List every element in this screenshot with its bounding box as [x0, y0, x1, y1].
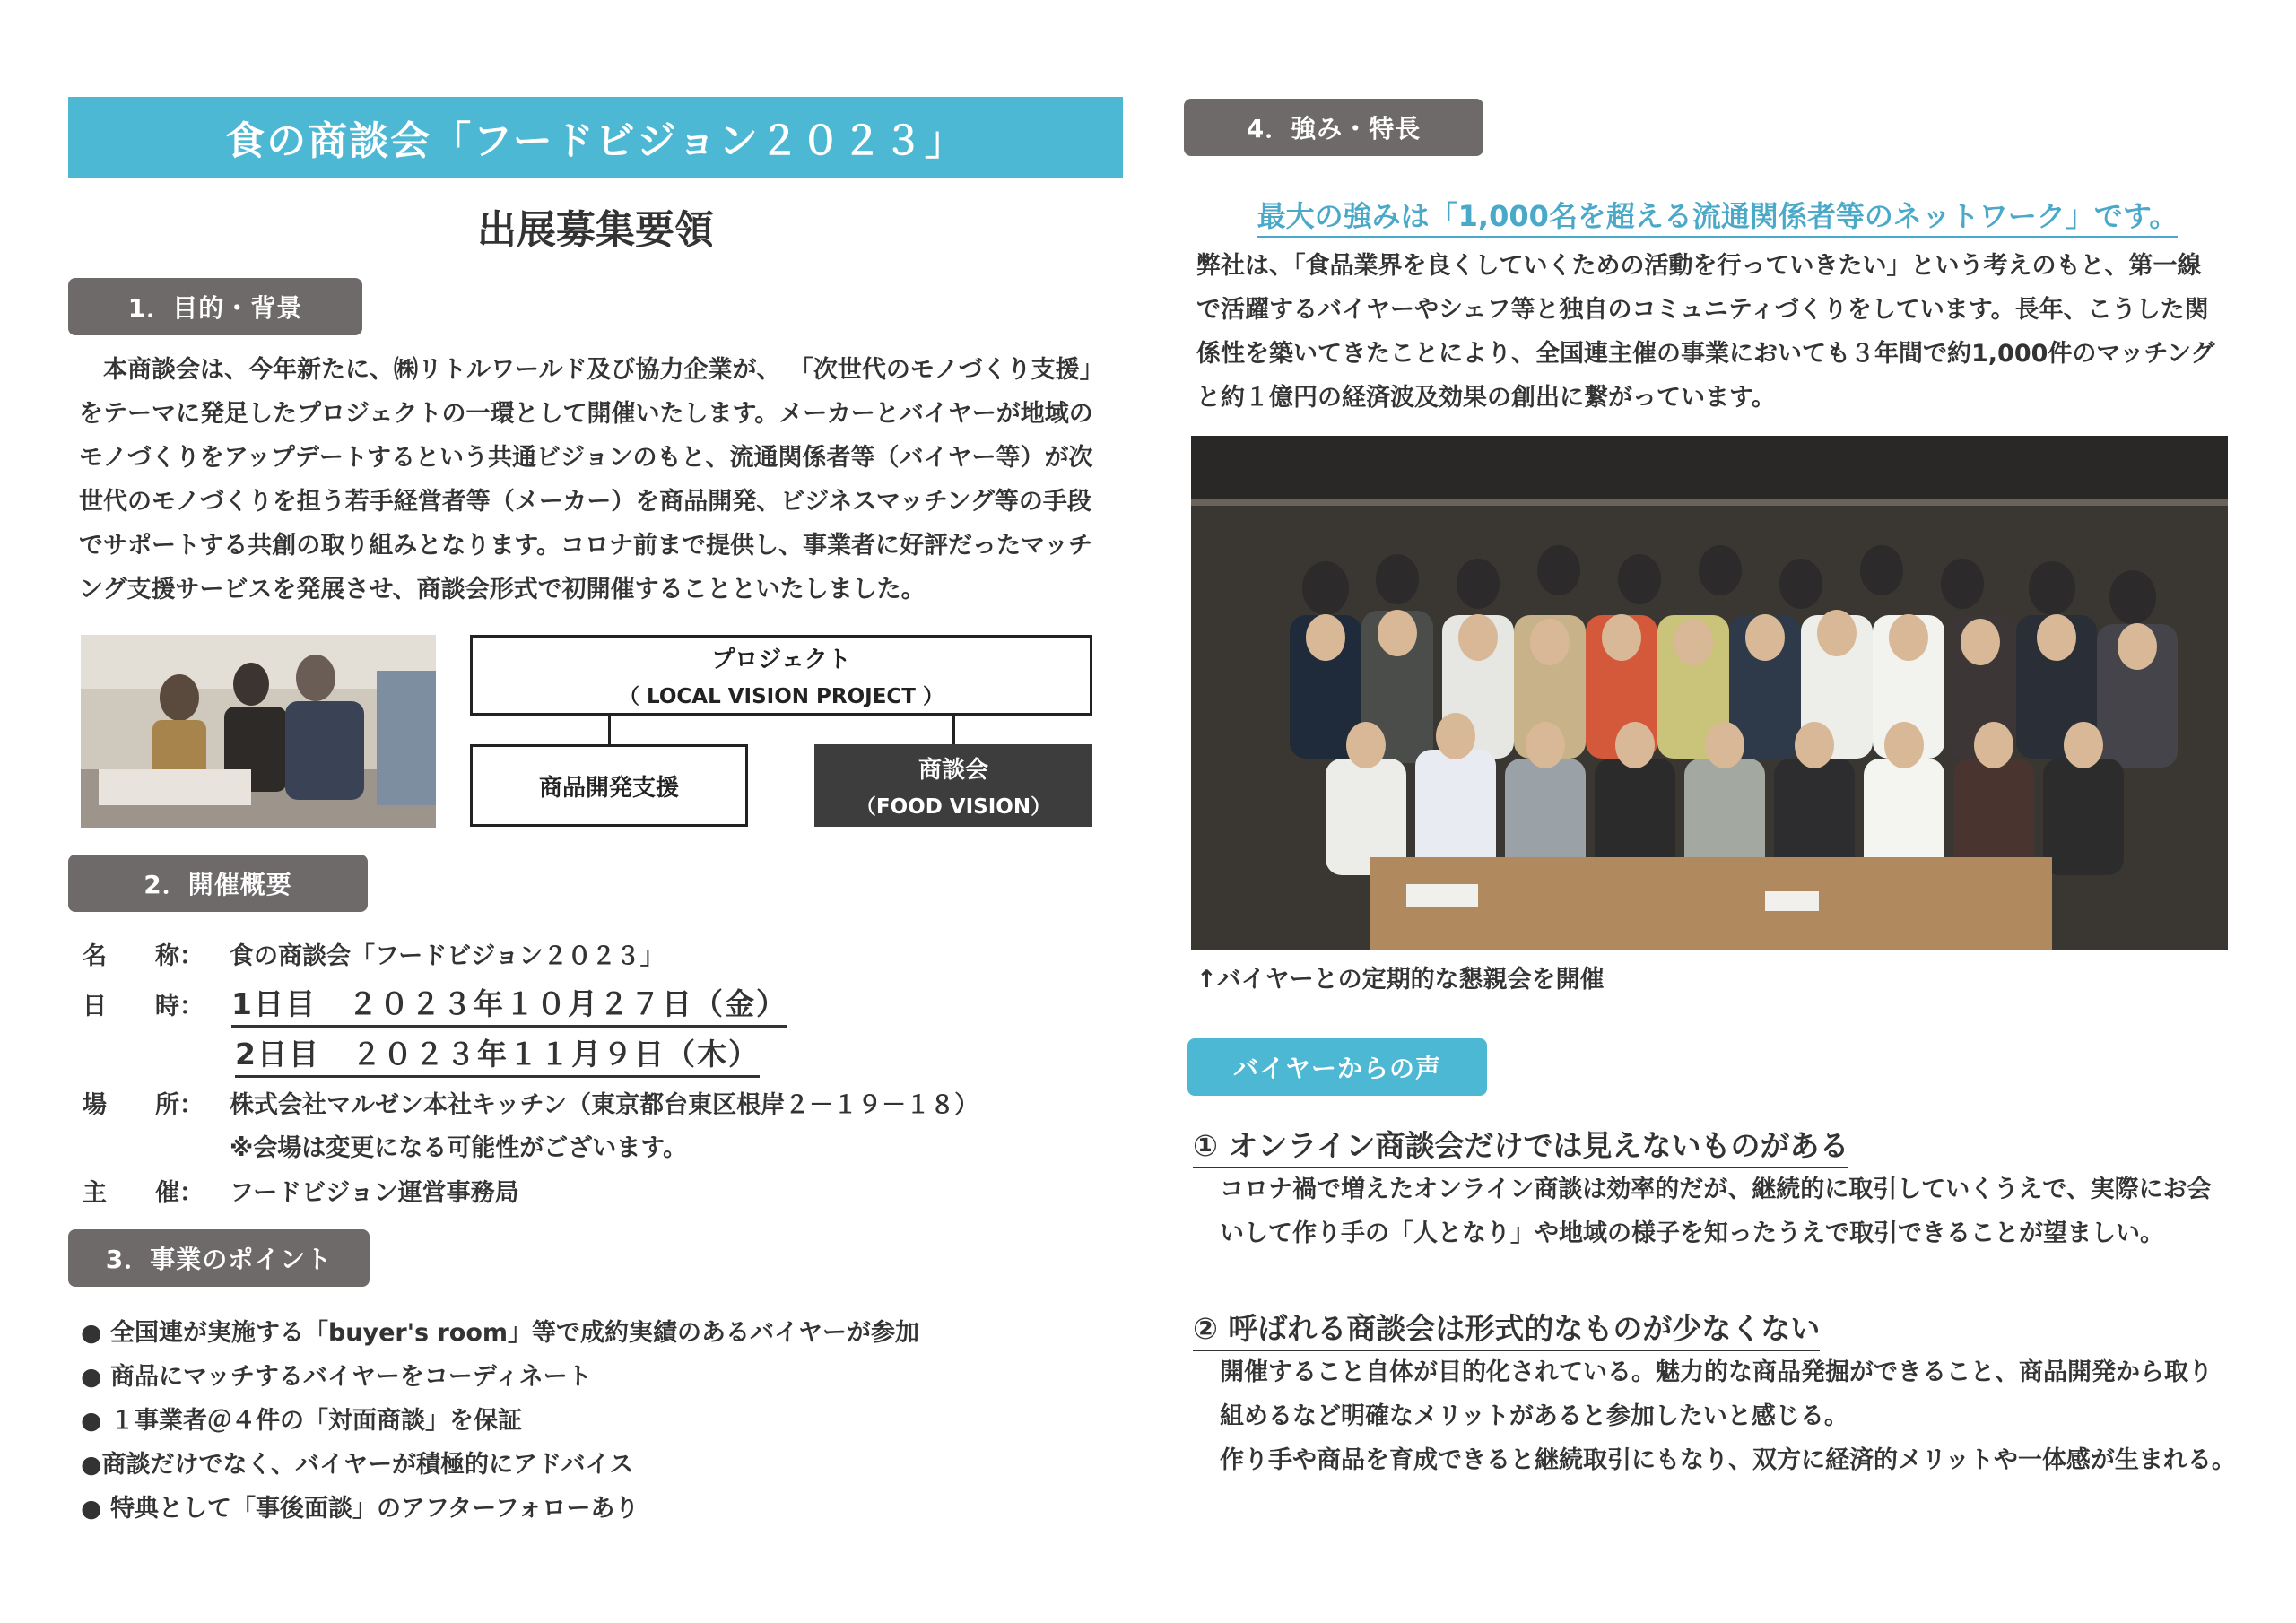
- point-item: ●商談だけでなく、バイヤーが積極的にアドバイス: [81, 1451, 634, 1479]
- point-item: ● 商品にマッチするバイヤーをコーディネート: [81, 1363, 592, 1391]
- section-1-line: 本商談会は、今年新たに、㈱リトルワールド及び協力企業が、 「次世代のモノづくり支援」: [79, 356, 1104, 384]
- section-1-tab: 1．目的・背景: [68, 278, 362, 335]
- section-1-body: [79, 348, 1137, 612]
- kitchen-photo-graphic: [81, 635, 436, 828]
- event-place-note: ※会場は変更になる可能性がございます。: [230, 1134, 688, 1162]
- page-title: 食の商談会「フードビジョン２０２３」: [225, 118, 966, 164]
- voice-1-body: [1220, 1167, 2269, 1255]
- section-1-line: でサポートする共創の取り組みとなります。コロナ前まで提供し、事業者に好評だったマッチ: [79, 532, 1092, 560]
- section-4-line: と約１億円の経済波及効果の創出に繋がっています。: [1196, 384, 1776, 412]
- point-item: ● 全国連が実施する「buyer's room」等で成約実績のあるバイヤーが参加: [81, 1319, 920, 1347]
- voice-2-body: [1220, 1350, 2278, 1482]
- strength-headline: [1193, 194, 2242, 235]
- org-chart-food-vision-title: 商談会: [918, 757, 988, 784]
- group-photo-caption: ↑バイヤーとの定期的な懇親会を開催: [1196, 966, 1605, 994]
- section-3-tab: 3．事業のポイント: [68, 1229, 370, 1287]
- voice-2-heading: ② 呼ばれる商談会は形式的なものが少なくない: [1193, 1306, 1820, 1351]
- event-place-value: 株式会社マルゼン本社キッチン（東京都台東区根岸２－１９－１８）: [230, 1091, 979, 1119]
- section-4-line: 弊社は、「食品業界を良くしていくための活動を行っていきたい」という考えのもと、第一線: [1196, 252, 2202, 280]
- section-1-line: をテーマに発足したプロジェクトの一環として開催いたします。メーカーとバイヤーが地域の: [79, 400, 1093, 428]
- event-date-label: 日 時：: [83, 993, 204, 1020]
- voice-1-line: いして作り手の「人となり」や地域の様子を知ったうえで取引できることが望ましい。: [1220, 1219, 2164, 1247]
- voice-2-line: 組めるなど明確なメリットがあると参加したいと感じる。: [1220, 1402, 1848, 1430]
- org-chart-product-dev-box: [470, 744, 748, 827]
- voice-2-line: 作り手や商品を育成できると継続取引にもなり、双方に経済的メリットや一体感が生まれる。: [1220, 1446, 2236, 1474]
- org-chart-food-vision-sub: （FOOD VISION）: [855, 795, 1052, 819]
- group-photo: [1191, 436, 2228, 950]
- org-chart-project-title: プロジェクト: [711, 647, 851, 673]
- org-chart-project-sub: （ LOCAL VISION PROJECT ）: [619, 685, 944, 708]
- event-name-value: 食の商談会「フードビジョン２０２３」: [230, 942, 665, 970]
- voice-2-line: 開催すること自体が目的化されている。魅力的な商品発掘ができること、商品開発から取り: [1220, 1358, 2213, 1386]
- section-4-body: [1196, 244, 2255, 420]
- point-item: ● １事業者＠４件の「対面商談」を保証: [81, 1407, 522, 1435]
- kitchen-photo: [81, 635, 436, 828]
- section-1-line: 世代のモノづくりを担う若手経営者等（メーカー）を商品開発、ビジネスマッチング等の手段: [79, 488, 1091, 516]
- section-4-tab: 4．強み・特長: [1184, 99, 1483, 156]
- event-host-value: フードビジョン運営事務局: [230, 1179, 519, 1207]
- section-2-tab: 2．開催概要: [68, 855, 368, 912]
- event-name-label: 名 称：: [83, 942, 204, 970]
- section-4-line: 係性を築いてきたことにより、全国連主催の事業においても３年間で約1,000件のマッチング: [1196, 340, 2215, 368]
- buyer-voices-tab: バイヤーからの声: [1187, 1038, 1487, 1096]
- event-host-label: 主 催：: [83, 1179, 204, 1207]
- section-4-line: で活躍するバイヤーやシェフ等と独自のコミュニティづくりをしています。長年、こうした関: [1196, 296, 2209, 324]
- section-1-line: ング支援サービスを発展させ、商談会形式で初開催することといたしました。: [79, 576, 926, 603]
- event-date-day2: 2日目 ２０２３年１１月９日（木）: [235, 1031, 760, 1078]
- org-chart-product-dev-label: 商品開発支援: [538, 774, 679, 802]
- org-chart-connector-right: [952, 716, 955, 744]
- group-photo-graphic: [1191, 436, 2228, 950]
- page-title-banner: [68, 97, 1123, 178]
- voice-1-line: コロナ禍で増えたオンライン商談は効率的だが、継続的に取引していくうえで、実際にお会: [1220, 1176, 2212, 1203]
- org-chart-project-box: [470, 635, 1092, 716]
- point-item: ● 特典として「事後面談」のアフターフォローあり: [81, 1495, 639, 1523]
- org-chart-food-vision-box: [814, 744, 1092, 827]
- page-subtitle: 出展募集要領: [477, 207, 714, 253]
- strength-headline-text: 最大の強みは「1,000名を超える流通関係者等のネットワーク」です。: [1257, 199, 2179, 238]
- org-chart-connector-left: [608, 716, 611, 744]
- section-1-line: モノづくりをアップデートするという共通ビジョンのもと、流通関係者等（バイヤー等）が次: [79, 444, 1093, 472]
- event-date-day1: 1日目 ２０２３年１０月２７日（金）: [231, 981, 787, 1028]
- voice-1-heading: ① オンライン商談会だけでは見えないものがある: [1193, 1123, 1848, 1168]
- event-place-label: 場 所：: [83, 1091, 204, 1119]
